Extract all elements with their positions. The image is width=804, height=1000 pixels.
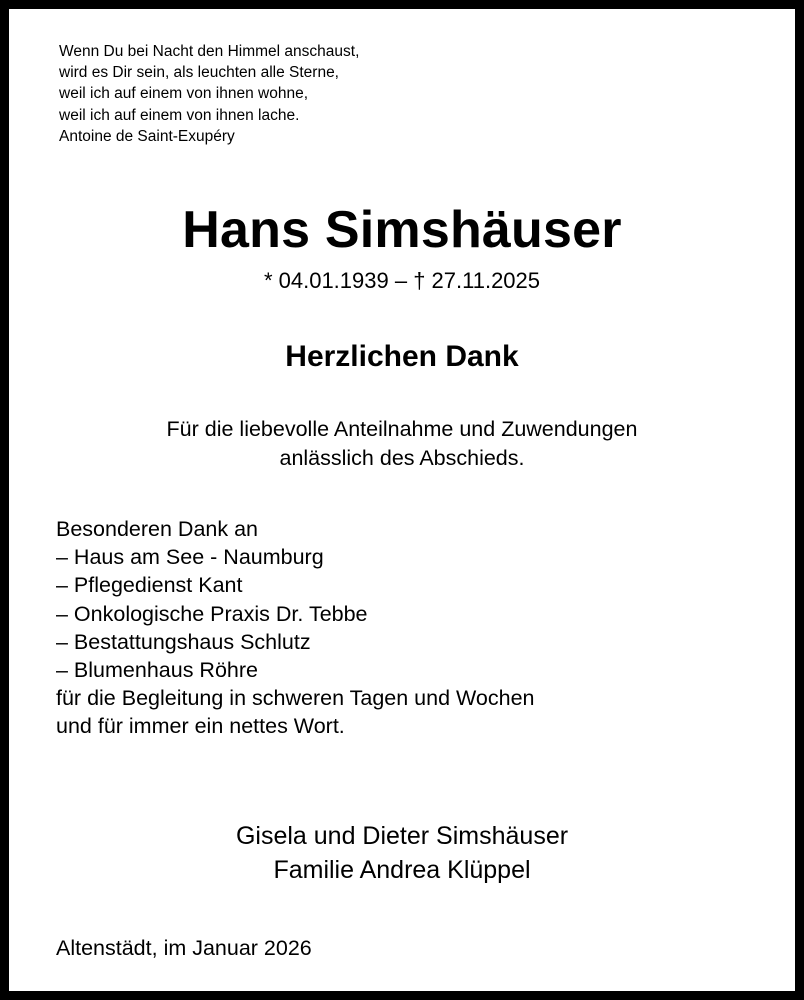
special-thanks-item: – Blumenhaus Röhre	[56, 658, 258, 683]
quote-block	[59, 41, 359, 147]
thanks-heading: Herzlichen Dank	[285, 340, 519, 373]
thanks-line: Für die liebevolle Anteilnahme und Zuwendungen	[166, 417, 638, 441]
special-thanks-item: – Haus am See - Naumburg	[56, 545, 324, 570]
special-thanks-closing: und für immer ein nettes Wort.	[56, 714, 345, 739]
signer-line: Familie Andrea Klüppel	[273, 856, 531, 884]
deceased-name: Hans Simshäuser	[182, 201, 622, 259]
quote-line: wird es Dir sein, als leuchten alle Sterne,	[59, 64, 339, 82]
signers-block	[9, 819, 795, 887]
special-thanks-item: – Onkologische Praxis Dr. Tebbe	[56, 601, 368, 626]
special-thanks-block	[56, 515, 535, 741]
life-dates: * 04.01.1939 – † 27.11.2025	[263, 268, 541, 293]
signer-line: Gisela und Dieter Simshäuser	[235, 822, 569, 850]
quote-line: Wenn Du bei Nacht den Himmel anschaust,	[59, 43, 360, 60]
special-thanks-closing: für die Begleitung in schweren Tagen und Wochen	[56, 686, 535, 711]
place-date: Altenstädt, im Januar 2026	[56, 936, 312, 960]
thanks-text	[9, 415, 795, 473]
quote-author: Antoine de Saint-Exupéry	[59, 127, 235, 145]
quote-line: weil ich auf einem von ihnen lache.	[59, 106, 300, 124]
quote-line: weil ich auf einem von ihnen wohne,	[59, 85, 309, 103]
special-thanks-item: – Pflegedienst Kant	[56, 573, 243, 598]
thanks-line: anlässlich des Abschieds.	[279, 446, 525, 470]
special-thanks-intro: Besonderen Dank an	[56, 517, 259, 541]
special-thanks-item: – Bestattungshaus Schlutz	[56, 629, 311, 654]
